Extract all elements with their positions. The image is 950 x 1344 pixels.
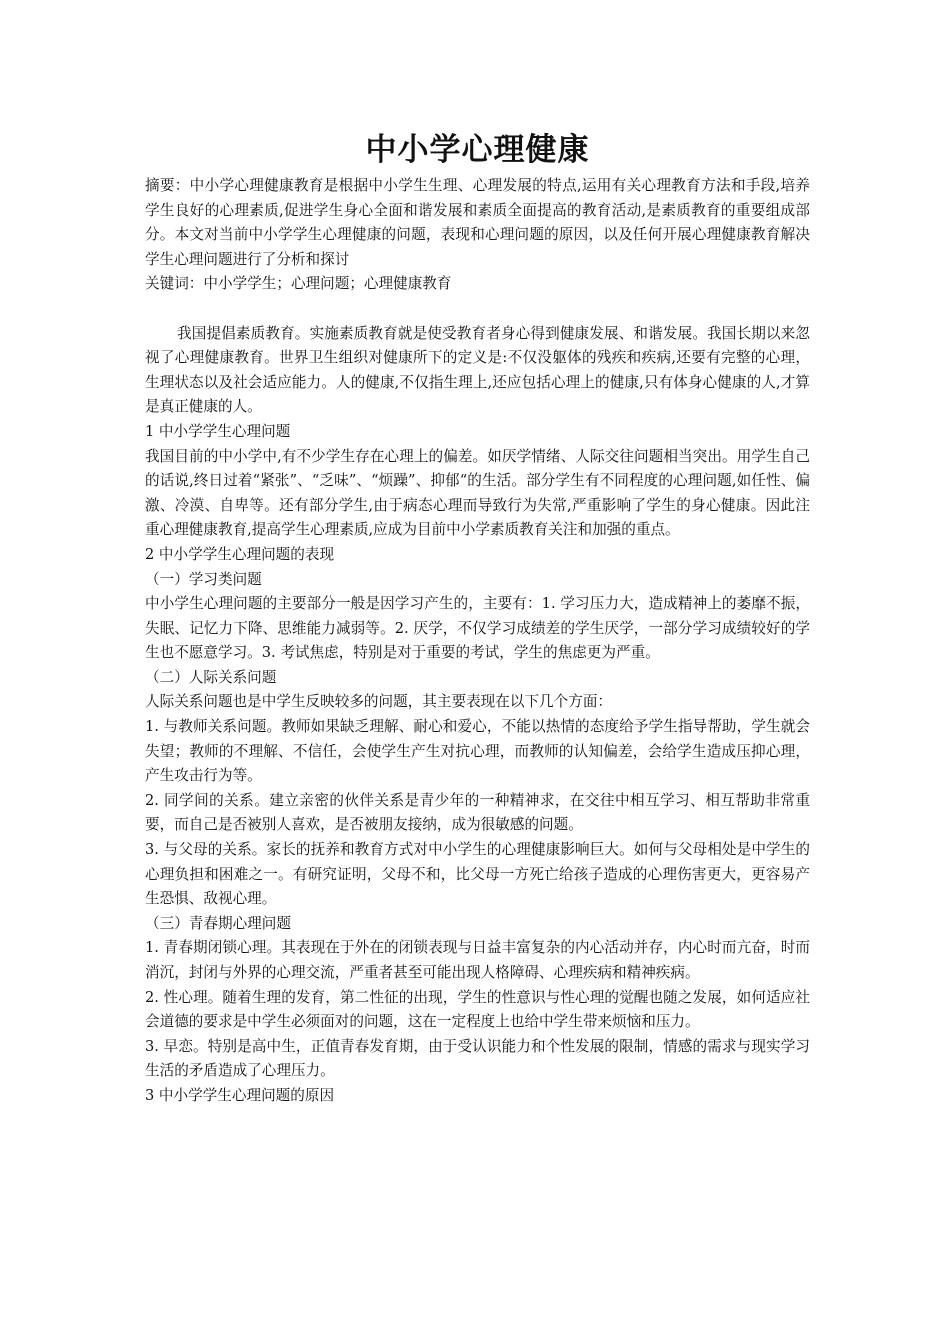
document-title: 中小学心理健康	[365, 132, 590, 168]
list-item: 1. 与教师关系问题。教师如果缺乏理解、耐心和爱心，不能以热情的态度给予学生指导帮助，学生就会失望；教师的不理解、不信任，会使学生产生对抗心理，而教师的认知偏差，会给学生造成压抑心理，产生攻击行为等。	[145, 718, 810, 785]
blank-line	[145, 297, 810, 322]
section-heading: 2 中小学学生心理问题的表现	[145, 545, 335, 563]
list-item: 3. 早恋。特别是高中生，正值青春发育期，由于受认识能力和个性发展的限制，情感的需求与现实学习生活的矛盾造成了心理压力。	[145, 1037, 810, 1080]
section-heading: 1 中小学学生心理问题	[145, 422, 291, 440]
intro-paragraph: 我国提倡素质教育。实施素质教育就是使受教育者身心得到健康发展、和谐发展。我国长期以来忽视了心理健康教育。世界卫生组织对健康所下的定义是:不仅没躯体的残疾和疾病,还要有完整的心理，生理状态以及社会适应能力。人的健康,不仅指生理上,还应包括心理上的健康,只有体身心健康的人,才算是真正健康的人。	[145, 324, 810, 416]
subsection-paragraph: 中小学生心理问题的主要部分一般是因学习产生的，主要有：1. 学习压力大，造成精神上的萎靡不振，失眠、记忆力下降、思维能力减弱等。2. 厌学，不仅学习成绩差的学生厌学，一部分学习成绩较好的学生也不愿意学习。3. 考试焦虑，特别是对于重要的考试，学生的焦虑更为严重。	[145, 595, 810, 662]
list-item: 2. 性心理。随着生理的发育，第二性征的出现，学生的性意识与性心理的觉醒也随之发展，如何适应社会道德的要求是中学生必须面对的问题，这在一定程度上也给中学生带来烦恼和压力。	[145, 988, 810, 1031]
section-paragraph: 我国目前的中小学中,有不少学生存在心理上的偏差。如厌学情绪、人际交往问题相当突出。用学生自己的话说,终日过着“紧张”、“乏味”、“烦躁”、抑郁“的生活。部分学生有不同程度的心理问题,如任性、偏激、冷漠、自卑等。还有部分学生,由于病态心理而导致行为失常,严重影响了学生的身心健康。因此注重心理健康教育,提高学生心理素质,应成为目前中小学素质教育关注和加强的重点。	[145, 447, 810, 539]
subsection-heading: （三）青春期心理问题	[145, 914, 291, 932]
list-item: 3. 与父母的关系。家长的抚养和教育方式对中小学生的心理健康影响巨大。如何与父母相处是中学生的心理负担和困难之一。有研究证明，父母不和，比父母一方死亡给孩子造成的心理伤害更大，更容易产生恐惧、敌视心理。	[145, 841, 810, 908]
list-item: 1. 青春期闭锁心理。其表现在于外在的闭锁表现与日益丰富复杂的内心活动并存，内心时而亢奋，时而消沉，封闭与外界的心理交流，严重者甚至可能出现人格障碍、心理疾病和精神疾病。	[145, 939, 810, 981]
keywords-line: 关键词：中小学学生；心理问题；心理健康教育	[145, 275, 452, 293]
abstract-paragraph: 摘要：中小学心理健康教育是根据中小学生生理、心理发展的特点,运用有关心理教育方法和手段,培养学生良好的心理素质,促进学生身心全面和谐发展和素质全面提高的教育活动,是素质教育的重要组成部分。本文对当前中小学学生心理健康的问题，表现和心理问题的原因，以及任何开展心理健康教育解决学生心理问题进行了分析和探讨	[145, 177, 810, 268]
subsection-heading: （一）学习类问题	[145, 570, 262, 588]
section-heading: 3 中小学学生心理问题的原因	[145, 1086, 335, 1104]
subsection-heading: （二）人际关系问题	[145, 668, 277, 686]
subsection-paragraph: 人际关系问题也是中学生反映较多的问题，其主要表现在以下几个方面：	[145, 693, 613, 711]
list-item: 2. 同学间的关系。建立亲密的伙伴关系是青少年的一种精神求，在交往中相互学习、相互帮助非常重要，而自己是否被别人喜欢，是否被朋友接纳，成为很敏感的问题。	[145, 791, 810, 834]
document-body	[145, 128, 810, 1109]
